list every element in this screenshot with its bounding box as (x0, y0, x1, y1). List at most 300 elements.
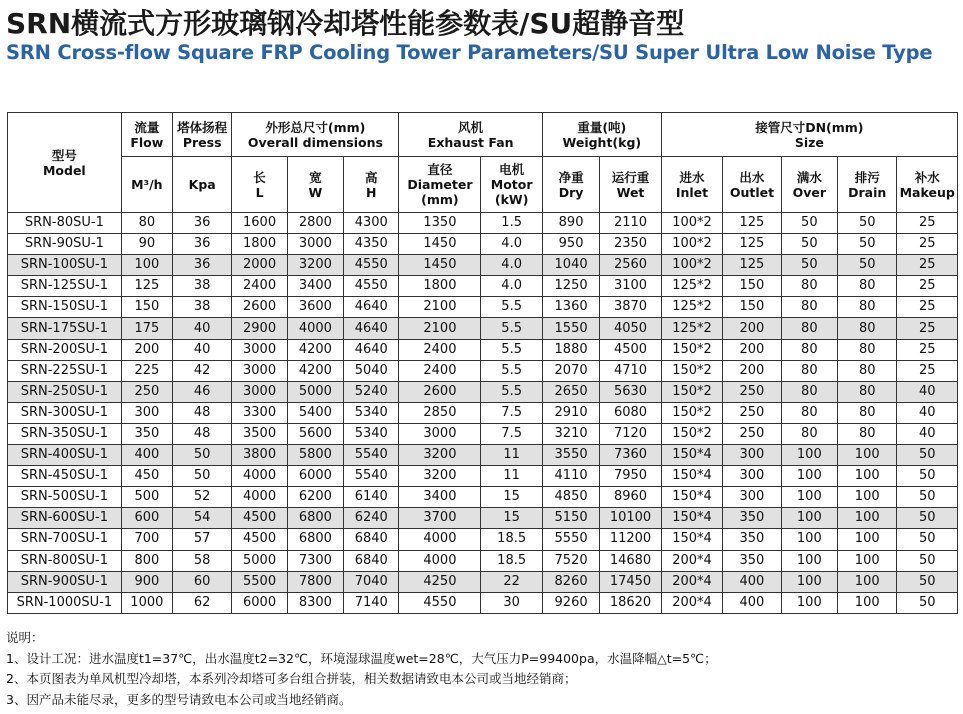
cell-motor: 5.5 (481, 297, 542, 318)
cell-outlet: 400 (723, 592, 781, 613)
cell-diameter: 3000 (399, 423, 481, 444)
cell-makeup: 50 (897, 508, 958, 529)
cell-length: 4500 (232, 529, 287, 550)
cell-drain: 80 (838, 339, 897, 360)
table-row (8, 339, 958, 360)
cell-overflow: 80 (781, 318, 837, 339)
cell-dry-weight: 5550 (542, 529, 599, 550)
cell-outlet: 200 (723, 360, 781, 381)
cell-width: 2800 (287, 213, 343, 234)
cell-motor: 4.0 (481, 234, 542, 255)
cell-outlet: 150 (723, 297, 781, 318)
cell-width: 4200 (287, 360, 343, 381)
table-row (8, 592, 958, 613)
cell-length: 3500 (232, 423, 287, 444)
cell-flow: 125 (121, 276, 172, 297)
cell-model: SRN-400SU-1 (8, 445, 122, 466)
cell-motor: 30 (481, 592, 542, 613)
header-model: 型号 Model (8, 113, 122, 213)
cell-dry-weight: 1360 (542, 297, 599, 318)
cell-drain: 80 (838, 423, 897, 444)
cell-makeup: 50 (897, 529, 958, 550)
cell-length: 3000 (232, 360, 287, 381)
cell-makeup: 50 (897, 466, 958, 487)
cell-flow: 450 (121, 466, 172, 487)
cell-dry-weight: 8260 (542, 571, 599, 592)
table-row (8, 255, 958, 276)
cell-diameter: 3400 (399, 487, 481, 508)
header-flow-unit: M³/h (121, 157, 172, 213)
cell-height: 5540 (344, 445, 399, 466)
cell-outlet: 200 (723, 339, 781, 360)
parameter-table (7, 112, 958, 614)
cell-makeup: 50 (897, 487, 958, 508)
cell-motor: 22 (481, 571, 542, 592)
cell-flow: 900 (121, 571, 172, 592)
cell-inlet: 200*4 (661, 592, 722, 613)
header-fan: 风机 Exhaust Fan (399, 113, 542, 157)
cell-outlet: 250 (723, 423, 781, 444)
cell-wet-weight: 6080 (600, 402, 661, 423)
cell-width: 6000 (287, 466, 343, 487)
cell-diameter: 3200 (399, 466, 481, 487)
cell-motor: 5.5 (481, 360, 542, 381)
cell-length: 1800 (232, 234, 287, 255)
note-item-2: 2、本页图表为单风机型冷却塔，本系列冷却塔可多台组合拼装，相关数据请致电本公司或当地经销商； (6, 671, 577, 686)
cell-overflow: 100 (781, 508, 837, 529)
cell-makeup: 50 (897, 445, 958, 466)
cell-makeup: 25 (897, 234, 958, 255)
notes-section (6, 628, 717, 710)
cell-diameter: 1800 (399, 276, 481, 297)
cell-outlet: 125 (723, 213, 781, 234)
cell-inlet: 150*2 (661, 360, 722, 381)
cell-diameter: 2850 (399, 402, 481, 423)
cell-outlet: 300 (723, 445, 781, 466)
table-row (8, 276, 958, 297)
cell-length: 3000 (232, 339, 287, 360)
cell-height: 5040 (344, 360, 399, 381)
cell-press: 46 (172, 381, 231, 402)
cell-wet-weight: 10100 (600, 508, 661, 529)
cell-model: SRN-350SU-1 (8, 423, 122, 444)
cell-makeup: 50 (897, 592, 958, 613)
cell-flow: 800 (121, 550, 172, 571)
cell-height: 6140 (344, 487, 399, 508)
cell-flow: 250 (121, 381, 172, 402)
cell-width: 5800 (287, 445, 343, 466)
cell-makeup: 50 (897, 571, 958, 592)
cell-width: 4000 (287, 318, 343, 339)
cell-outlet: 350 (723, 529, 781, 550)
cell-press: 50 (172, 466, 231, 487)
cell-diameter: 4250 (399, 571, 481, 592)
cell-height: 5540 (344, 466, 399, 487)
table-row (8, 529, 958, 550)
table-row (8, 487, 958, 508)
header-dimensions: 外形总尺寸(mm) Overall dimensions (232, 113, 399, 157)
cell-height: 6240 (344, 508, 399, 529)
cell-diameter: 4000 (399, 550, 481, 571)
cell-width: 6800 (287, 508, 343, 529)
cell-drain: 100 (838, 508, 897, 529)
cell-motor: 18.5 (481, 529, 542, 550)
header-length: 长 L (232, 157, 287, 213)
header-wet-weight: 运行重 Wet (600, 157, 661, 213)
cell-model: SRN-600SU-1 (8, 508, 122, 529)
cell-flow: 225 (121, 360, 172, 381)
cell-flow: 300 (121, 402, 172, 423)
table-row (8, 381, 958, 402)
cell-inlet: 150*2 (661, 402, 722, 423)
cell-model: SRN-300SU-1 (8, 402, 122, 423)
cell-flow: 350 (121, 423, 172, 444)
cell-press: 50 (172, 445, 231, 466)
cell-motor: 5.5 (481, 318, 542, 339)
cell-dry-weight: 4850 (542, 487, 599, 508)
header-diameter: 直径 Diameter (mm) (399, 157, 481, 213)
cell-flow: 175 (121, 318, 172, 339)
cell-wet-weight: 7360 (600, 445, 661, 466)
cell-overflow: 80 (781, 381, 837, 402)
cell-overflow: 80 (781, 339, 837, 360)
cell-overflow: 80 (781, 360, 837, 381)
cell-makeup: 25 (897, 213, 958, 234)
cell-flow: 400 (121, 445, 172, 466)
cell-length: 2400 (232, 276, 287, 297)
cell-length: 5500 (232, 571, 287, 592)
header-flow: 流量 Flow (121, 113, 172, 157)
note-item-1: 1、设计工况：进水温度t1=37℃，出水温度t2=32℃，环境湿球温度wet=28℃，大气压力P=99400pa，水温降幅△t=5℃； (6, 650, 717, 666)
cell-model: SRN-1000SU-1 (8, 592, 122, 613)
table-row (8, 550, 958, 571)
cell-press: 36 (172, 255, 231, 276)
cell-diameter: 2100 (399, 318, 481, 339)
note-item-3: 3、因产品未能尽录，更多的型号请致电本公司或当地经销商。 (6, 691, 352, 707)
cell-height: 5340 (344, 423, 399, 444)
cell-wet-weight: 14680 (600, 550, 661, 571)
cell-overflow: 80 (781, 423, 837, 444)
cell-wet-weight: 3870 (600, 297, 661, 318)
table-row (8, 423, 958, 444)
cell-overflow: 50 (781, 234, 837, 255)
cell-flow: 1000 (121, 592, 172, 613)
cell-dry-weight: 950 (542, 234, 599, 255)
cell-press: 42 (172, 360, 231, 381)
cell-outlet: 350 (723, 508, 781, 529)
cell-overflow: 100 (781, 487, 837, 508)
cell-flow: 600 (121, 508, 172, 529)
header-press-unit: Kpa (172, 157, 231, 213)
table-row (8, 213, 958, 234)
cell-makeup: 40 (897, 381, 958, 402)
table-row (8, 571, 958, 592)
header-overflow: 满水 Over (781, 157, 837, 213)
cell-outlet: 250 (723, 402, 781, 423)
cell-overflow: 100 (781, 466, 837, 487)
cell-wet-weight: 2560 (600, 255, 661, 276)
cell-dry-weight: 4110 (542, 466, 599, 487)
cell-flow: 100 (121, 255, 172, 276)
cell-inlet: 125*2 (661, 297, 722, 318)
cell-overflow: 50 (781, 255, 837, 276)
cell-wet-weight: 11200 (600, 529, 661, 550)
table-row (8, 318, 958, 339)
cell-dry-weight: 7520 (542, 550, 599, 571)
cell-inlet: 150*4 (661, 466, 722, 487)
cell-height: 7040 (344, 571, 399, 592)
cell-dry-weight: 2070 (542, 360, 599, 381)
cell-diameter: 1350 (399, 213, 481, 234)
table-row (8, 360, 958, 381)
cell-overflow: 100 (781, 571, 837, 592)
cell-height: 4350 (344, 234, 399, 255)
cell-inlet: 125*2 (661, 318, 722, 339)
cell-drain: 50 (838, 255, 897, 276)
header-inlet: 进水 Inlet (661, 157, 722, 213)
cell-drain: 100 (838, 466, 897, 487)
cell-motor: 7.5 (481, 402, 542, 423)
header-width: 宽 W (287, 157, 343, 213)
cell-width: 3000 (287, 234, 343, 255)
cell-length: 3300 (232, 402, 287, 423)
header-pipe-size: 接管尺寸DN(mm) Size (661, 113, 957, 157)
cell-overflow: 100 (781, 529, 837, 550)
cell-outlet: 250 (723, 381, 781, 402)
cell-length: 2600 (232, 297, 287, 318)
cell-motor: 11 (481, 445, 542, 466)
cell-dry-weight: 1550 (542, 318, 599, 339)
cell-height: 6840 (344, 529, 399, 550)
cell-inlet: 150*2 (661, 339, 722, 360)
cell-length: 4000 (232, 487, 287, 508)
cell-diameter: 2100 (399, 297, 481, 318)
cell-diameter: 1450 (399, 255, 481, 276)
table-row (8, 297, 958, 318)
cell-wet-weight: 17450 (600, 571, 661, 592)
cell-overflow: 80 (781, 402, 837, 423)
cell-drain: 100 (838, 571, 897, 592)
cell-press: 40 (172, 318, 231, 339)
cell-height: 6840 (344, 550, 399, 571)
cell-motor: 7.5 (481, 423, 542, 444)
cell-width: 4200 (287, 339, 343, 360)
cell-height: 7140 (344, 592, 399, 613)
notes-heading: 说明： (6, 630, 44, 645)
cell-outlet: 150 (723, 276, 781, 297)
cell-outlet: 125 (723, 255, 781, 276)
cell-outlet: 400 (723, 571, 781, 592)
cell-length: 3800 (232, 445, 287, 466)
cell-overflow: 100 (781, 445, 837, 466)
cell-drain: 80 (838, 381, 897, 402)
cell-outlet: 300 (723, 487, 781, 508)
cell-diameter: 4000 (399, 529, 481, 550)
cell-wet-weight: 8960 (600, 487, 661, 508)
cell-length: 2900 (232, 318, 287, 339)
cell-motor: 5.5 (481, 381, 542, 402)
header-press: 塔体扬程 Press (172, 113, 231, 157)
cell-motor: 18.5 (481, 550, 542, 571)
cell-model: SRN-200SU-1 (8, 339, 122, 360)
header-outlet: 出水 Outlet (723, 157, 781, 213)
cell-height: 5340 (344, 402, 399, 423)
cell-press: 57 (172, 529, 231, 550)
cell-diameter: 4550 (399, 592, 481, 613)
cell-motor: 15 (481, 508, 542, 529)
cell-flow: 150 (121, 297, 172, 318)
cell-press: 38 (172, 276, 231, 297)
cell-dry-weight: 1040 (542, 255, 599, 276)
cell-inlet: 150*4 (661, 445, 722, 466)
cell-press: 54 (172, 508, 231, 529)
table-row (8, 402, 958, 423)
cell-inlet: 150*2 (661, 423, 722, 444)
cell-width: 5400 (287, 402, 343, 423)
cell-motor: 11 (481, 466, 542, 487)
cell-makeup: 40 (897, 423, 958, 444)
cell-flow: 500 (121, 487, 172, 508)
cell-width: 8300 (287, 592, 343, 613)
cell-inlet: 150*4 (661, 487, 722, 508)
cell-press: 58 (172, 550, 231, 571)
cell-motor: 15 (481, 487, 542, 508)
cell-width: 3400 (287, 276, 343, 297)
cell-dry-weight: 5150 (542, 508, 599, 529)
cell-length: 6000 (232, 592, 287, 613)
cell-motor: 4.0 (481, 276, 542, 297)
cell-press: 36 (172, 213, 231, 234)
cell-height: 4300 (344, 213, 399, 234)
cell-wet-weight: 2110 (600, 213, 661, 234)
cell-dry-weight: 9260 (542, 592, 599, 613)
header-dry-weight: 净重 Dry (542, 157, 599, 213)
cell-model: SRN-800SU-1 (8, 550, 122, 571)
cell-model: SRN-100SU-1 (8, 255, 122, 276)
cell-inlet: 100*2 (661, 255, 722, 276)
cell-diameter: 3200 (399, 445, 481, 466)
cell-height: 4550 (344, 276, 399, 297)
cell-model: SRN-225SU-1 (8, 360, 122, 381)
cell-inlet: 150*2 (661, 381, 722, 402)
cell-drain: 100 (838, 445, 897, 466)
cell-model: SRN-500SU-1 (8, 487, 122, 508)
table-row (8, 466, 958, 487)
cell-diameter: 2400 (399, 360, 481, 381)
cell-drain: 80 (838, 360, 897, 381)
cell-inlet: 200*4 (661, 571, 722, 592)
cell-outlet: 300 (723, 466, 781, 487)
cell-inlet: 150*4 (661, 529, 722, 550)
cell-length: 1600 (232, 213, 287, 234)
cell-wet-weight: 3100 (600, 276, 661, 297)
cell-model: SRN-700SU-1 (8, 529, 122, 550)
cell-model: SRN-250SU-1 (8, 381, 122, 402)
cell-length: 5000 (232, 550, 287, 571)
cell-dry-weight: 1250 (542, 276, 599, 297)
cell-width: 5600 (287, 423, 343, 444)
table-row (8, 445, 958, 466)
cell-model: SRN-125SU-1 (8, 276, 122, 297)
cell-width: 3600 (287, 297, 343, 318)
cell-makeup: 25 (897, 255, 958, 276)
cell-model: SRN-90SU-1 (8, 234, 122, 255)
cell-wet-weight: 5630 (600, 381, 661, 402)
cell-model: SRN-175SU-1 (8, 318, 122, 339)
cell-makeup: 25 (897, 339, 958, 360)
page-title: SRN横流式方形玻璃钢冷却塔性能参数表/SU超静音型 (6, 7, 685, 40)
header-makeup: 补水 Makeup (897, 157, 958, 213)
cell-drain: 50 (838, 213, 897, 234)
cell-diameter: 2600 (399, 381, 481, 402)
cell-inlet: 100*2 (661, 234, 722, 255)
cell-length: 2000 (232, 255, 287, 276)
cell-wet-weight: 4500 (600, 339, 661, 360)
cell-diameter: 3700 (399, 508, 481, 529)
cell-motor: 5.5 (481, 339, 542, 360)
cell-wet-weight: 7120 (600, 423, 661, 444)
cell-press: 62 (172, 592, 231, 613)
cell-length: 3000 (232, 381, 287, 402)
cell-height: 4640 (344, 297, 399, 318)
header-motor: 电机 Motor (kW) (481, 157, 542, 213)
cell-makeup: 50 (897, 550, 958, 571)
cell-diameter: 1450 (399, 234, 481, 255)
cell-drain: 80 (838, 276, 897, 297)
cell-dry-weight: 1880 (542, 339, 599, 360)
cell-wet-weight: 4710 (600, 360, 661, 381)
cell-outlet: 125 (723, 234, 781, 255)
cell-overflow: 100 (781, 592, 837, 613)
cell-motor: 1.5 (481, 213, 542, 234)
cell-overflow: 80 (781, 297, 837, 318)
cell-height: 4640 (344, 318, 399, 339)
cell-height: 4640 (344, 339, 399, 360)
cell-dry-weight: 890 (542, 213, 599, 234)
cell-makeup: 25 (897, 318, 958, 339)
cell-flow: 200 (121, 339, 172, 360)
cell-wet-weight: 2350 (600, 234, 661, 255)
cell-dry-weight: 3210 (542, 423, 599, 444)
cell-dry-weight: 3550 (542, 445, 599, 466)
cell-flow: 80 (121, 213, 172, 234)
cell-length: 4000 (232, 466, 287, 487)
cell-drain: 100 (838, 592, 897, 613)
cell-drain: 100 (838, 529, 897, 550)
cell-makeup: 25 (897, 297, 958, 318)
cell-drain: 80 (838, 297, 897, 318)
cell-dry-weight: 2650 (542, 381, 599, 402)
cell-width: 7800 (287, 571, 343, 592)
cell-width: 5000 (287, 381, 343, 402)
cell-height: 4550 (344, 255, 399, 276)
cell-inlet: 100*2 (661, 213, 722, 234)
cell-width: 7300 (287, 550, 343, 571)
cell-inlet: 150*4 (661, 508, 722, 529)
cell-overflow: 80 (781, 276, 837, 297)
cell-model: SRN-450SU-1 (8, 466, 122, 487)
cell-outlet: 200 (723, 318, 781, 339)
table-row (8, 234, 958, 255)
cell-inlet: 125*2 (661, 276, 722, 297)
cell-press: 40 (172, 339, 231, 360)
cell-model: SRN-150SU-1 (8, 297, 122, 318)
parameter-table-body (8, 213, 958, 614)
header-height: 高 H (344, 157, 399, 213)
header-drain: 排污 Drain (838, 157, 897, 213)
cell-press: 60 (172, 571, 231, 592)
cell-width: 6800 (287, 529, 343, 550)
